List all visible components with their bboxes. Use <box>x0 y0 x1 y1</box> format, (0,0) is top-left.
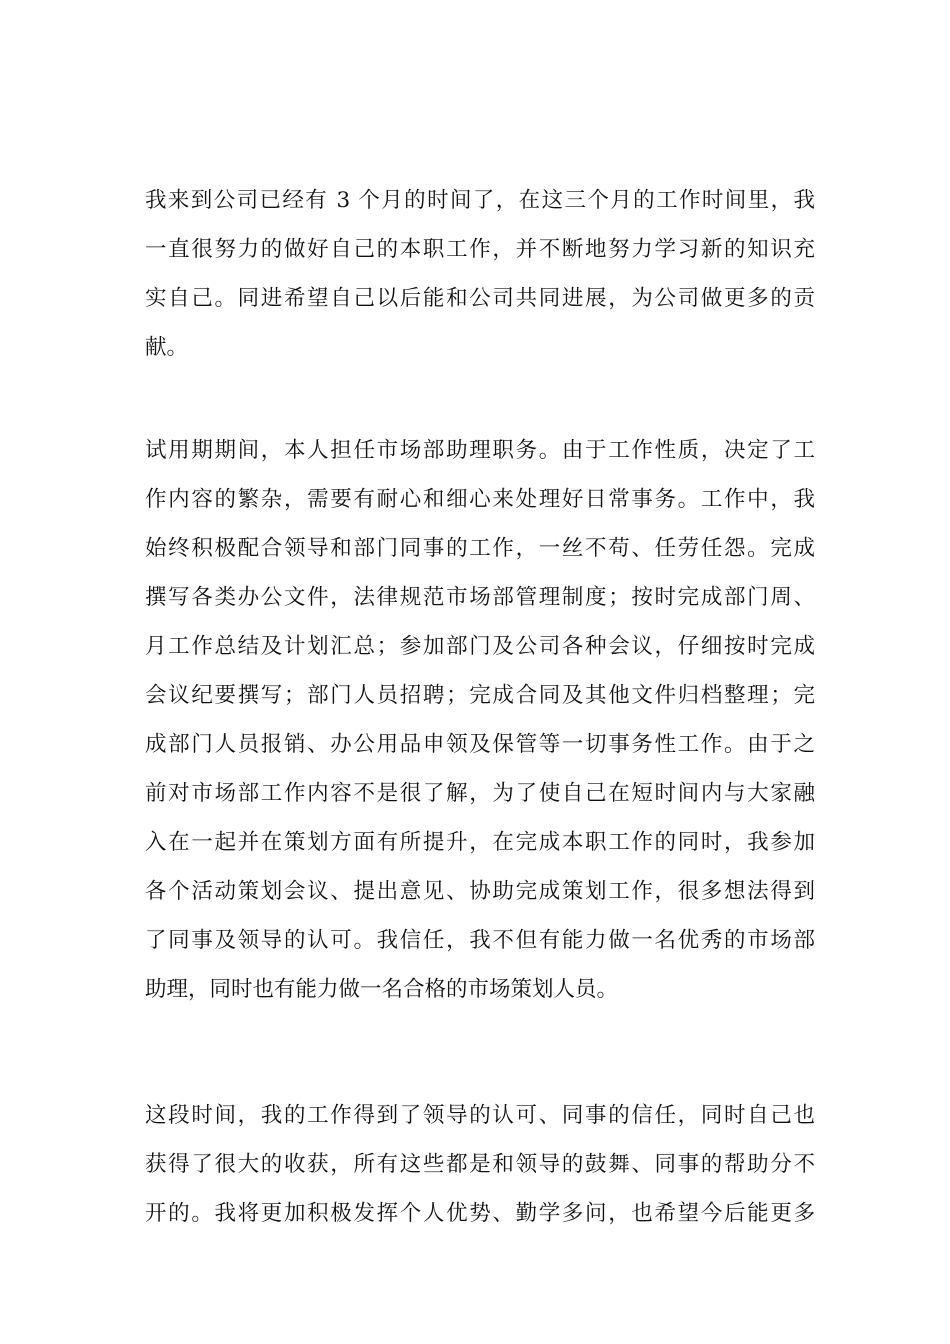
text-line: 实自己。同进希望自己以后能和公司共同进展，为公司做更多的贡 <box>145 286 815 311</box>
text-line: 前对市场部工作内容不是很了解，为了使自己在短时间内与大家融 <box>145 781 815 806</box>
paragraph-probation-duties <box>145 426 815 1014</box>
text-line: 助理，同时也有能力做一名合格的市场策划人员。 <box>145 977 619 1002</box>
paragraph-gains <box>145 1091 815 1238</box>
text-line: 一直很努力的做好自己的本职工作，并不断地努力学习新的知识充 <box>145 237 815 262</box>
text-line: 我来到公司已经有 3 个月的时间了，在这三个月的工作时间里，我 <box>145 188 815 213</box>
text-line: 获得了很大的收获，所有这些都是和领导的鼓舞、同事的帮助分不 <box>145 1152 815 1177</box>
text-line: 会议纪要撰写；部门人员招聘；完成合同及其他文件归档整理；完 <box>145 683 815 708</box>
text-line: 入在一起并在策划方面有所提升，在完成本职工作的同时，我参加 <box>145 830 815 855</box>
text-line: 开的。我将更加积极发挥个人优势、勤学多问，也希望今后能更多 <box>145 1201 815 1226</box>
text-line: 献。 <box>145 335 189 360</box>
text-line: 始终积极配合领导和部门同事的工作，一丝不苟、任劳任怨。完成 <box>145 536 815 561</box>
text-line: 撰写各类办公文件，法律规范市场部管理制度；按时完成部门周、 <box>145 585 815 610</box>
text-line: 各个活动策划会议、提出意见、协助完成策划工作，很多想法得到 <box>145 879 815 904</box>
paragraph-intro <box>145 176 815 372</box>
text-line: 成部门人员报销、办公用品申领及保管等一切事务性工作。由于之 <box>145 732 815 757</box>
text-line: 试用期期间，本人担任市场部助理职务。由于工作性质，决定了工 <box>145 438 815 463</box>
text-line: 月工作总结及计划汇总；参加部门及公司各种会议，仔细按时完成 <box>145 634 815 659</box>
text-line: 这段时间，我的工作得到了领导的认可、同事的信任，同时自己也 <box>145 1103 815 1128</box>
text-line: 作内容的繁杂，需要有耐心和细心来处理好日常事务。工作中，我 <box>145 487 815 512</box>
text-line: 了同事及领导的认可。我信任，我不但有能力做一名优秀的市场部 <box>145 928 815 953</box>
